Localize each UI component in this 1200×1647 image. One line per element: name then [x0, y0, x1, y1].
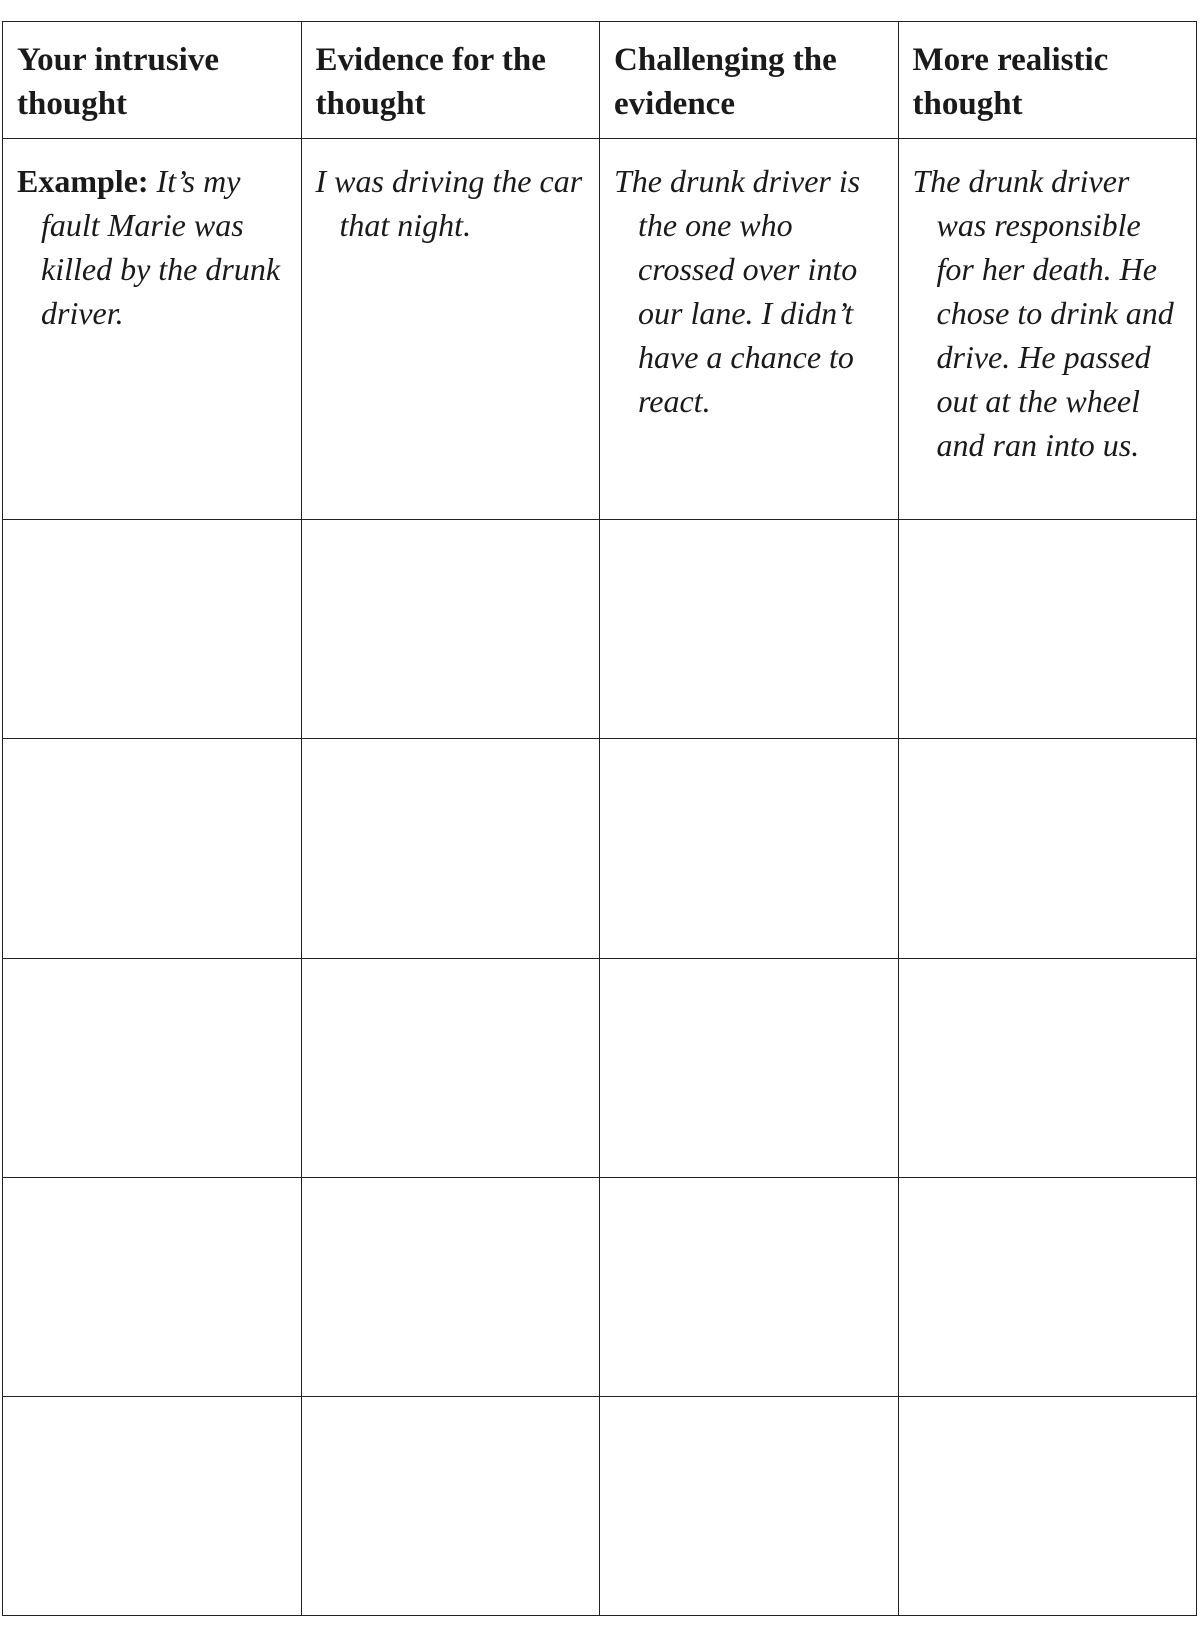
blank-cell[interactable] — [600, 1177, 899, 1396]
blank-cell[interactable] — [301, 958, 600, 1177]
blank-cell[interactable] — [898, 958, 1197, 1177]
blank-cell[interactable] — [898, 1177, 1197, 1396]
blank-row — [3, 958, 1197, 1177]
header-intrusive-thought: Your intrusive thought — [3, 22, 302, 139]
blank-row — [3, 1396, 1197, 1615]
blank-cell[interactable] — [898, 520, 1197, 739]
blank-cell[interactable] — [600, 1396, 899, 1615]
blank-row — [3, 739, 1197, 958]
blank-row — [3, 1177, 1197, 1396]
blank-cell[interactable] — [898, 739, 1197, 958]
example-intrusive-thought-cell — [3, 139, 302, 520]
example-evidence-for: I was driving the car that night. — [315, 163, 583, 243]
blank-cell[interactable] — [3, 520, 302, 739]
example-label: Example: — [17, 163, 149, 199]
header-evidence-for: Evidence for the thought — [301, 22, 600, 139]
thought-challenge-worksheet — [2, 21, 1197, 1616]
example-row — [3, 139, 1197, 520]
blank-cell[interactable] — [3, 958, 302, 1177]
example-realistic-thought: The drunk driver was responsible for her death. He chose to drink and drive. He passed out at the wheel and ran into us. — [912, 163, 1174, 463]
blank-cell[interactable] — [301, 1396, 600, 1615]
blank-cell[interactable] — [301, 739, 600, 958]
header-challenging-evidence: Challenging the evidence — [600, 22, 899, 139]
blank-cell[interactable] — [301, 1177, 600, 1396]
blank-cell[interactable] — [3, 1177, 302, 1396]
blank-cell[interactable] — [3, 739, 302, 958]
blank-cell[interactable] — [898, 1396, 1197, 1615]
header-row — [3, 22, 1197, 139]
example-evidence-for-cell — [301, 139, 600, 520]
blank-cell[interactable] — [301, 520, 600, 739]
header-realistic-thought: More realistic thought — [898, 22, 1197, 139]
example-challenging: The drunk driver is the one who crossed over into our lane. I didn’t have a chance to react. — [614, 163, 861, 419]
blank-cell[interactable] — [3, 1396, 302, 1615]
blank-cell[interactable] — [600, 739, 899, 958]
blank-row — [3, 520, 1197, 739]
example-realistic-thought-cell — [898, 139, 1197, 520]
example-challenging-cell — [600, 139, 899, 520]
blank-cell[interactable] — [600, 958, 899, 1177]
blank-cell[interactable] — [600, 520, 899, 739]
example-intrusive-thought: It’s my fault Marie was killed by the drunk driver. — [41, 163, 281, 331]
